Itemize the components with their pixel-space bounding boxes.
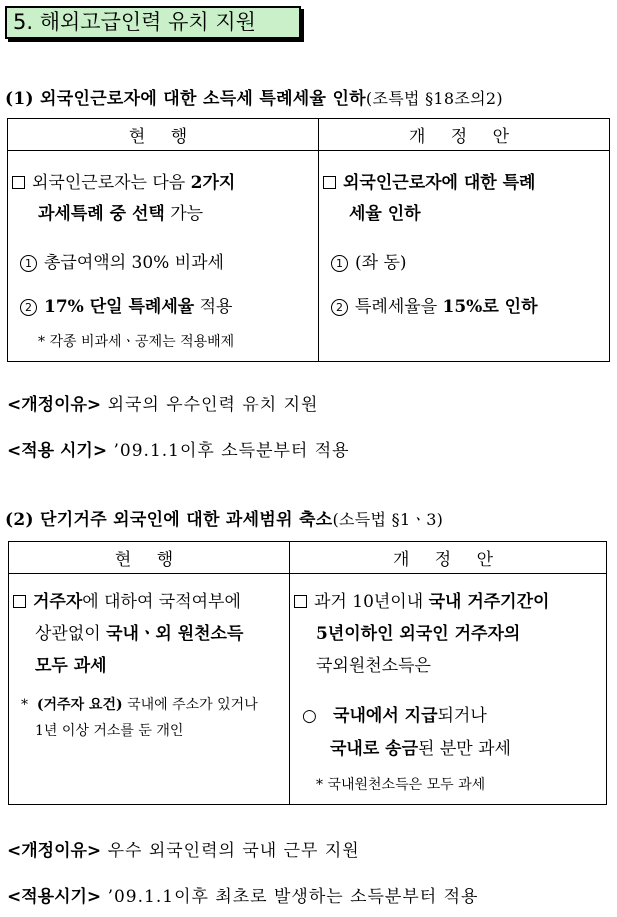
current-item-1: 1 총급여액의 30% 비과세 bbox=[20, 248, 224, 273]
circled-number-icon: 1 bbox=[20, 255, 37, 272]
checkbox-square-icon bbox=[294, 595, 307, 608]
subsection-1-heading bbox=[5, 84, 503, 109]
subsection-2-heading-text: (2) 단기거주 외국인에 대한 과세범위 축소 bbox=[5, 510, 333, 530]
reason-1: <개정이유> 외국의 우수인력 유치 지원 bbox=[7, 395, 319, 415]
comparison-table-1: 현 행 개 정 안 외국인근로자는 다음 2가지 과세특례 중 선택 가능 1 총급여액의 30% 비과세 2 17% 단일 특례세율 적용 * 각종 비과세ㆍ공제는 적용배제 외국인근로자에 대한 특례 세율 인하 1 (좌 동) 2 특례세율을 15%로 인하 bbox=[7, 118, 610, 362]
asterisk-icon: * bbox=[21, 697, 37, 713]
current-item-2: 2 17% 단일 특례세율 적용 bbox=[20, 292, 232, 317]
current-note: * 각종 비과세ㆍ공제는 적용배제 bbox=[38, 334, 235, 350]
section-title: 5. 해외고급인력 유치 지원 bbox=[5, 6, 301, 39]
effective-date-2: <적용시기> ’09.1.1이후 최초로 발생하는 소득분부터 적용 bbox=[7, 887, 479, 907]
reason-2: <개정이유> 우수 외국인력의 국내 근무 지원 bbox=[7, 841, 360, 861]
hollow-circle-icon: ○ bbox=[302, 706, 334, 726]
revised-bullet: ○ 국내에서 지급되거나 bbox=[302, 706, 487, 726]
subsection-1-heading-text: (1) 외국인근로자에 대한 소득세 특례세율 인하 bbox=[5, 89, 366, 109]
revised-item-2: 2 특례세율을 15%로 인하 bbox=[331, 292, 538, 317]
revised-note-2: * 국내원천소득은 모두 과세 bbox=[316, 777, 486, 793]
effective-date-1: <적용 시기> ’09.1.1이후 소득분부터 적용 bbox=[7, 441, 350, 461]
circled-number-icon: 2 bbox=[20, 299, 37, 316]
checkbox-square-icon bbox=[323, 176, 336, 189]
col-current-header: 현 행 bbox=[8, 119, 319, 151]
col-revised-header: 개 정 안 bbox=[319, 119, 610, 151]
circled-number-icon: 2 bbox=[331, 299, 348, 316]
col-current-header: 현 행 bbox=[9, 542, 290, 574]
comparison-table-2: 현 행 개 정 안 거주자에 대하여 국적여부에 상관없이 국내ㆍ외 원천소득 모두 과세 * (거주자 요건) 국내에 주소가 있거나 1년 이상 거소를 둔 개인 과거 10년이내 국내 거주기간이 5년이하인 외국인 거주자의 국외원천소득은 ○ 국내에서 지급되거나 국내로 송금된 분만 과세 * 국내원천소득은 모두 과세 bbox=[8, 541, 607, 805]
revised-item-1: 1 (좌 동) bbox=[331, 248, 407, 273]
checkbox-square-icon bbox=[13, 595, 26, 608]
current-note-2: * (거주자 요건) 국내에 주소가 있거나 bbox=[21, 697, 258, 713]
circled-number-icon: 1 bbox=[331, 255, 348, 272]
subsection-1-law-ref: (조특법 §18조의2) bbox=[365, 89, 503, 108]
col-revised-header: 개 정 안 bbox=[290, 542, 607, 574]
checkbox-square-icon bbox=[12, 176, 25, 189]
subsection-2-heading bbox=[5, 505, 443, 530]
subsection-2-law-ref: (소득법 §1ㆍ3) bbox=[332, 510, 444, 529]
